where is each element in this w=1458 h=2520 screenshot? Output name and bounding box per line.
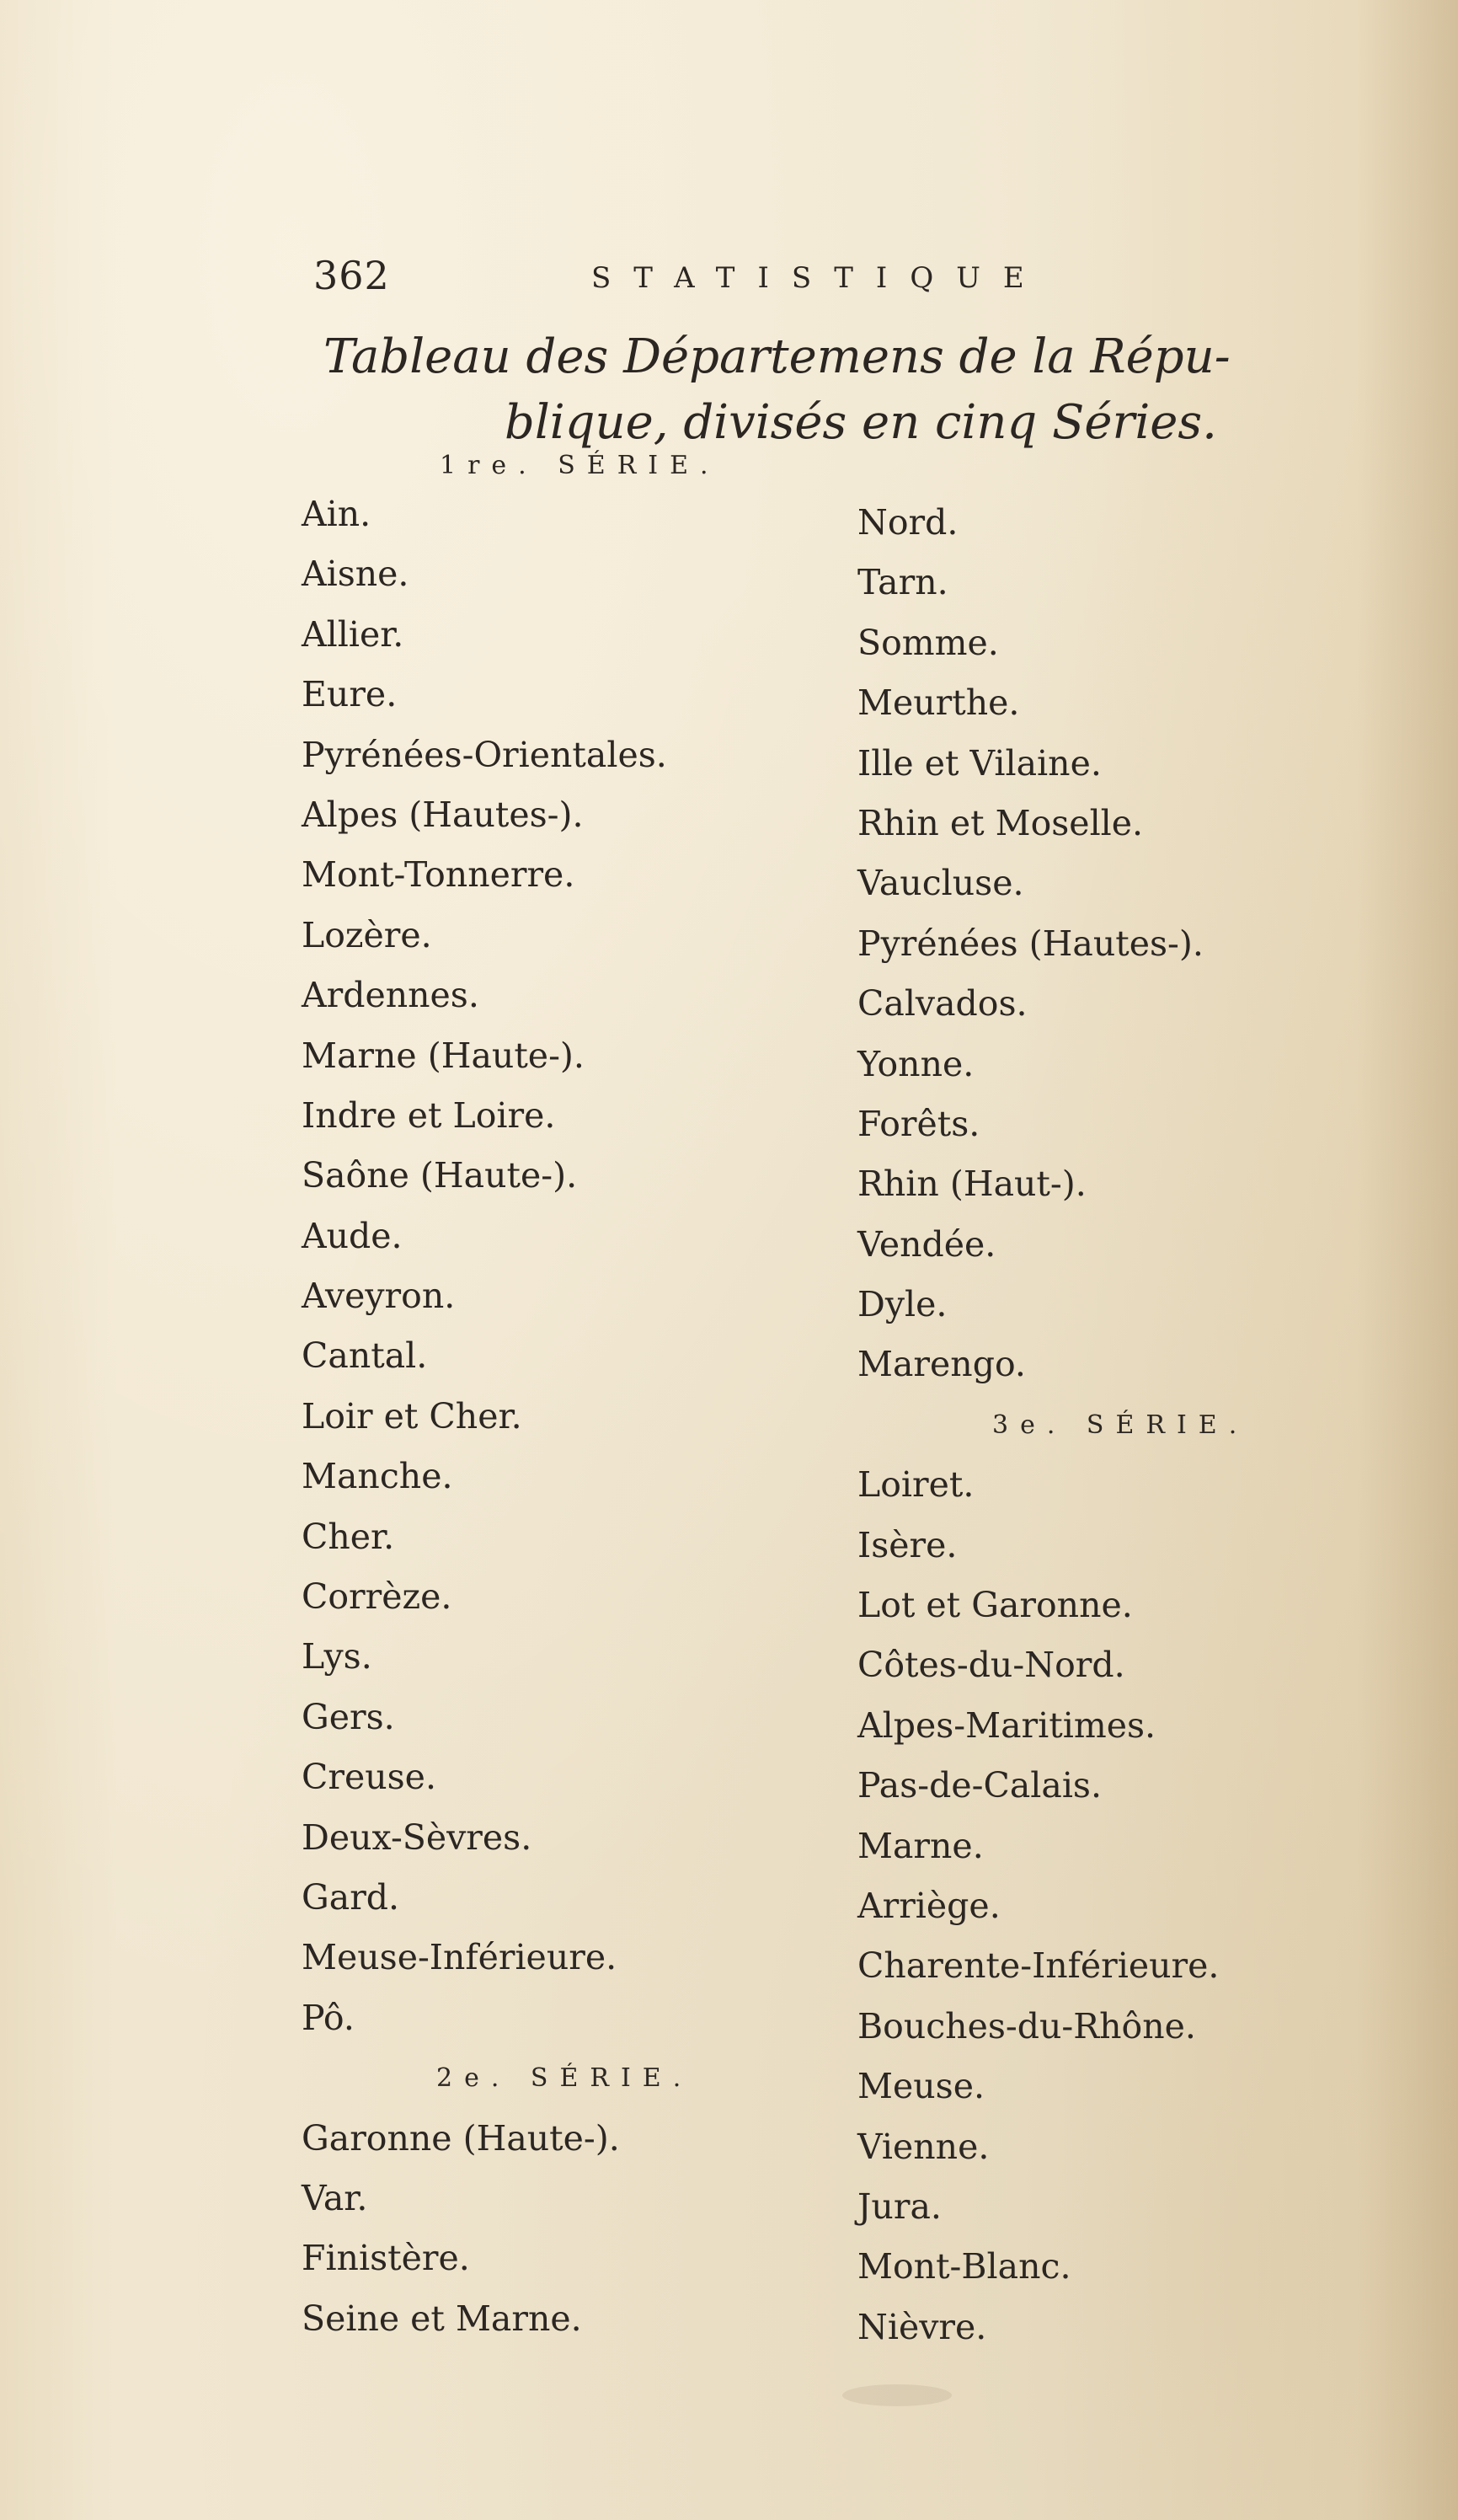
series-3-heading: 3e. SÉRIE. (992, 1410, 1249, 1440)
department-entry: Saône (Haute-). (302, 1155, 578, 1196)
department-entry: Aveyron. (302, 1276, 456, 1317)
page-header (313, 253, 1156, 312)
department-entry: Vaucluse. (857, 863, 1024, 904)
department-entry: Mont-Blanc. (857, 2246, 1071, 2287)
department-entry: Côtes-du-Nord. (857, 1645, 1125, 1686)
department-entry: Charente-Inférieure. (857, 1945, 1220, 1987)
department-entry: Nord. (857, 502, 959, 543)
department-entry: Gard. (302, 1876, 400, 1918)
left-column (302, 484, 807, 2349)
title-line-2: blique, divisés en cinq Séries. (505, 395, 1217, 450)
department-entry: Meuse. (857, 2066, 985, 2107)
department-entry: Corrèze. (302, 1576, 452, 1618)
page-number: 362 (313, 253, 390, 298)
department-entry: Vienne. (857, 2126, 990, 2167)
department-entry: Creuse. (302, 1757, 436, 1798)
series-1-heading: 1re. SÉRIE. (440, 451, 720, 480)
department-entry: Forêts. (857, 1103, 980, 1144)
department-entry: Alpes-Maritimes. (857, 1704, 1156, 1746)
department-entry: Gers. (302, 1696, 395, 1737)
department-entry: Alpes (Hautes-). (302, 794, 584, 835)
department-entry: Pô. (302, 1997, 355, 2038)
title-line-1: Tableau des Départemens de la Répu- (323, 329, 1231, 384)
table-title (323, 324, 1418, 456)
department-entry: Somme. (857, 622, 999, 663)
department-entry: Marengo. (857, 1344, 1026, 1385)
department-entry: Indre et Loire. (302, 1094, 556, 1136)
department-entry: Pyrénées (Hautes-). (857, 923, 1204, 964)
department-entry: Lys. (302, 1636, 372, 1677)
department-entry: Bouches-du-Rhône. (857, 2005, 1196, 2046)
department-entry: Pyrénées-Orientales. (302, 734, 667, 775)
department-entry: Manche. (302, 1456, 453, 1497)
department-entry: Eure. (302, 674, 398, 715)
running-head: STATISTIQUE (591, 261, 1047, 295)
department-entry: Lot et Garonne. (857, 1585, 1133, 1626)
department-entry: Lozère. (302, 914, 432, 955)
department-entry: Cher. (302, 1516, 395, 1557)
department-entry: Aisne. (302, 554, 409, 595)
department-entry: Marne (Haute-). (302, 1035, 585, 1076)
department-entry: Cantal. (302, 1335, 428, 1377)
department-entry: Ain. (302, 494, 371, 534)
department-entry: Finistère. (302, 2238, 470, 2279)
department-entry: Meuse-Inférieure. (302, 1937, 617, 1978)
department-entry: Pas-de-Calais. (857, 1765, 1103, 1806)
department-entry: Arriège. (857, 1885, 1001, 1926)
department-entry: Tarn. (857, 562, 948, 603)
department-entry: Ille et Vilaine. (857, 742, 1102, 784)
right-column (857, 493, 1397, 2357)
department-entry: Calvados. (857, 983, 1028, 1025)
department-entry: Nièvre. (857, 2306, 987, 2347)
series-2-heading: 2e. SÉRIE. (436, 2063, 693, 2094)
department-entry: Seine et Marne. (302, 2298, 582, 2339)
department-entry: Isère. (857, 1524, 958, 1565)
department-entry: Var. (302, 2177, 368, 2218)
department-entry: Rhin et Moselle. (857, 802, 1144, 843)
department-entry: Meurthe. (857, 682, 1020, 724)
department-entry: Vendée. (857, 1223, 996, 1265)
department-entry: Rhin (Haut-). (857, 1164, 1087, 1205)
department-entry: Ardennes. (302, 975, 479, 1016)
department-entry: Jura. (857, 2186, 942, 2227)
department-entry: Allier. (302, 613, 404, 655)
department-entry: Loiret. (857, 1464, 975, 1506)
department-entry: Dyle. (857, 1284, 948, 1325)
department-entry: Mont-Tonnerre. (302, 854, 575, 896)
department-entry: Aude. (302, 1215, 403, 1256)
department-entry: Marne. (857, 1825, 984, 1866)
department-entry: Deux-Sèvres. (302, 1816, 532, 1858)
department-entry: Yonne. (857, 1043, 975, 1084)
department-entry: Garonne (Haute-). (302, 2117, 620, 2159)
department-entry: Loir et Cher. (302, 1395, 522, 1437)
ink-smudge (842, 2384, 952, 2406)
